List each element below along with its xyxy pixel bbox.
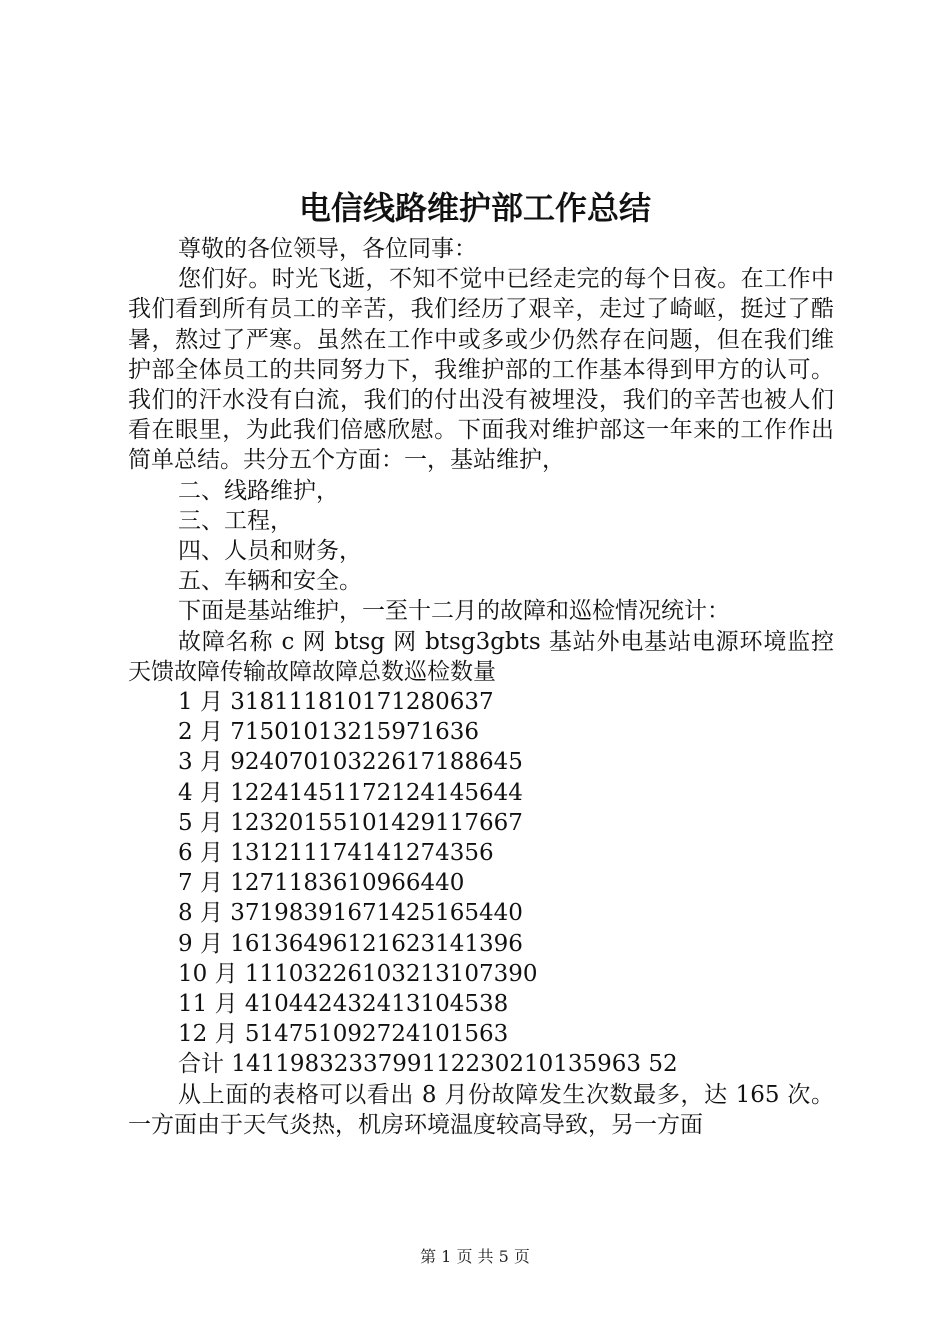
month-row: 10 月 11103226103213107390 [178, 960, 538, 987]
stats-intro: 下面是基站维护，一至十二月的故障和巡检情况统计： [178, 598, 730, 625]
month-row: 1 月 318111810171280637 [178, 689, 494, 716]
aspect-line: 二、线路维护， [178, 477, 339, 504]
month-row: 4 月 12241451172124145644 [178, 779, 523, 806]
month-row: 8 月 37198391671425165440 [178, 900, 523, 927]
month-row: 3 月 92407010322617188645 [178, 749, 523, 776]
aspect-line: 五、车辆和安全。 [178, 568, 362, 595]
month-row: 2 月 71501013215971636 [178, 719, 480, 746]
table-header-text: 故障名称 c 网 btsg 网 btsg3gbts 基站外电基站电源环境监控天馈故障传输故障故障总数巡检数量 [128, 628, 834, 685]
month-row: 12 月 514751092724101563 [178, 1021, 509, 1048]
month-row: 9 月 16136496121623141396 [178, 930, 523, 957]
total-row: 合计 1411983233799112230210135963 52 [178, 1051, 678, 1078]
conclusion-paragraph: 从上面的表格可以看出 8 月份故障发生次数最多，达 165 次。一方面由于天气炎热，机房环境温度较高导致，另一方面 [128, 1081, 834, 1138]
aspect-line: 四、人员和财务， [178, 538, 362, 565]
document-body [128, 234, 834, 1140]
aspect-line: 三、工程， [178, 507, 293, 534]
month-row: 7 月 1271183610966440 [178, 870, 465, 897]
document-title: 电信线路维护部工作总结 [298, 189, 651, 227]
month-row: 11 月 410442432413104538 [178, 991, 509, 1018]
month-row: 6 月 131211174141274356 [178, 840, 494, 867]
month-row: 5 月 12320155101429117667 [178, 809, 523, 836]
page-footer: 第 1 页 共 5 页 [420, 1247, 530, 1266]
greeting-paragraph: 尊敬的各位领导，各位同事： [178, 236, 477, 262]
intro-paragraph: 您们好。时光飞逝，不知不觉中已经走完的每个日夜。在工作中我们看到所有员工的辛苦，我们经历了艰辛，走过了崎岖，挺过了酷暑，熬过了严寒。虽然在工作中或多或少仍然存在问题，但在我们维护部全体员工的共同努力下，我维护部的工作基本得到甲方的认可。我们的汗水没有白流，我们的付出没有被埋没，我们的辛苦也被人们看在眼里，为此我们倍感欣慰。下面我对维护部这一年来的工作作出简单总结。共分五个方面：一，基站维护， [128, 266, 834, 474]
